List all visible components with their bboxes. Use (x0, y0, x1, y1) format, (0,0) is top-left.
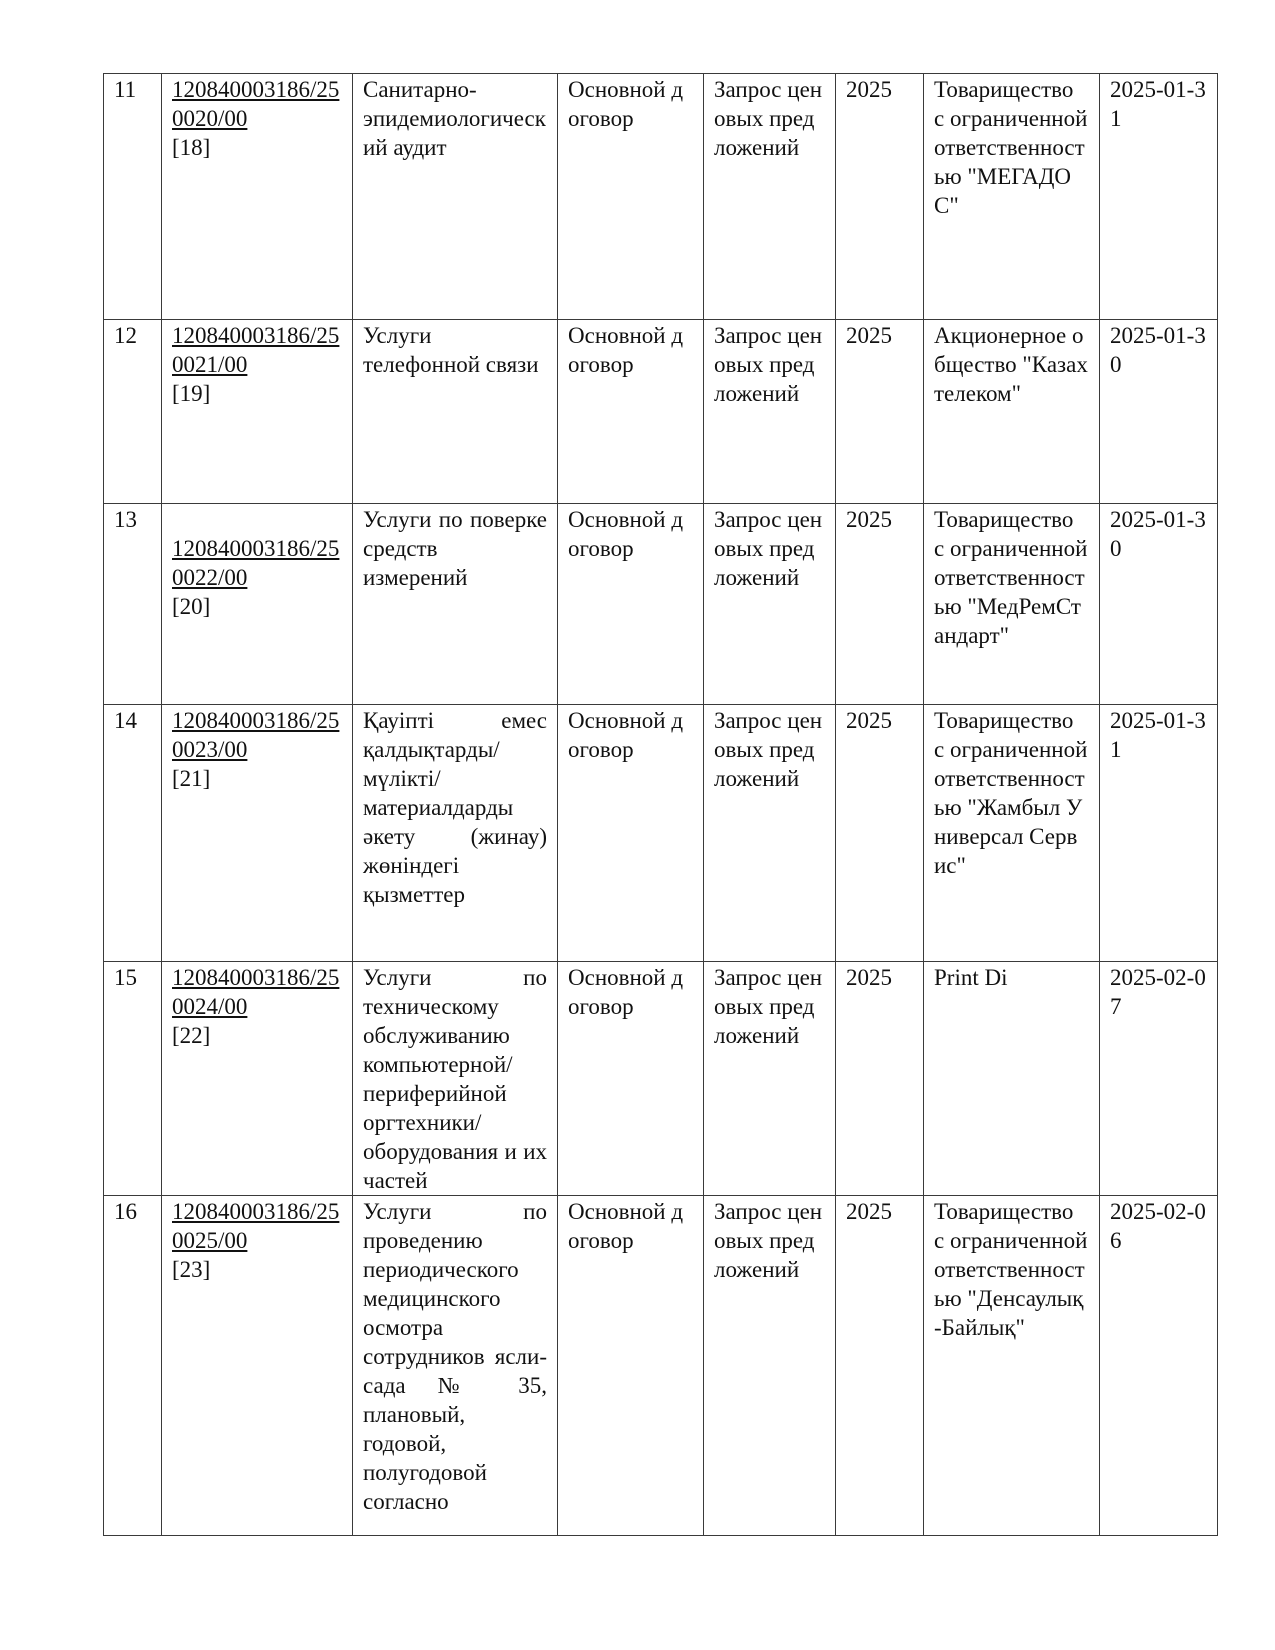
contract-id-link[interactable]: 120840003186/250022/00 (172, 536, 340, 590)
contract-type-cell: Основной договор (558, 320, 704, 504)
reference-marker: [20] (172, 594, 211, 619)
table-row (104, 74, 1218, 320)
table-body (104, 74, 1218, 1536)
description-cell: Қауіпті емес қалдықтарды/мүлікті/материалдарды әкету (жинау) жөніндегі қызметтер (353, 705, 558, 962)
supplier-cell: Товарищество с ограниченной ответственностью "Жамбыл Универсал Сервис" (924, 705, 1100, 962)
row-number: 11 (104, 74, 162, 320)
description-cell: Услуги по техническому обслуживанию компьютерной/периферийной оргтехники/оборудования и их частей (353, 962, 558, 1196)
reference-marker: [21] (172, 766, 211, 791)
reference-marker: [18] (172, 135, 211, 160)
year-cell: 2025 (836, 1196, 924, 1536)
procurement-method-cell: Запрос ценовых предложений (704, 74, 836, 320)
table-row (104, 320, 1218, 504)
year-cell: 2025 (836, 962, 924, 1196)
supplier-cell: Print Di (924, 962, 1100, 1196)
description-cell: Услуги по проведению периодического медицинского осмотра сотрудников ясли-сада № 35, плановый, годовой, полугодовой согласно (353, 1196, 558, 1536)
contract-type-cell: Основной договор (558, 1196, 704, 1536)
contract-type-cell: Основной договор (558, 504, 704, 705)
date-cell: 2025-01-31 (1100, 74, 1218, 320)
procurement-method-cell: Запрос ценовых предложений (704, 320, 836, 504)
reference-marker: [23] (172, 1257, 211, 1282)
contract-id-link[interactable]: 120840003186/250021/00 (172, 323, 340, 377)
contract-type-cell: Основной договор (558, 705, 704, 962)
procurement-method-cell: Запрос ценовых предложений (704, 504, 836, 705)
description-cell: Услуги по поверке средств измерений (353, 504, 558, 705)
row-number: 12 (104, 320, 162, 504)
contract-id-cell (162, 320, 353, 504)
contract-type-cell: Основной договор (558, 74, 704, 320)
date-cell: 2025-01-30 (1100, 504, 1218, 705)
year-cell: 2025 (836, 320, 924, 504)
procurement-method-cell: Запрос ценовых предложений (704, 705, 836, 962)
contract-id-cell (162, 504, 353, 705)
contract-type-cell: Основной договор (558, 962, 704, 1196)
contract-id-link[interactable]: 120840003186/250020/00 (172, 77, 340, 131)
supplier-cell: Акционерное общество "Казахтелеком" (924, 320, 1100, 504)
date-cell: 2025-01-30 (1100, 320, 1218, 504)
year-cell: 2025 (836, 74, 924, 320)
reference-marker: [22] (172, 1023, 211, 1048)
procurement-method-cell: Запрос ценовых предложений (704, 1196, 836, 1536)
reference-marker: [19] (172, 381, 211, 406)
contract-id-cell (162, 74, 353, 320)
table-row (104, 705, 1218, 962)
contract-id-cell (162, 962, 353, 1196)
contracts-table (103, 73, 1218, 1536)
description-cell: Услуги телефонной связи (353, 320, 558, 504)
procurement-method-cell: Запрос ценовых предложений (704, 962, 836, 1196)
date-cell: 2025-02-07 (1100, 962, 1218, 1196)
supplier-cell: Товарищество с ограниченной ответственностью "Денсаулық-Байлық" (924, 1196, 1100, 1536)
date-cell: 2025-02-06 (1100, 1196, 1218, 1536)
row-number: 15 (104, 962, 162, 1196)
date-cell: 2025-01-31 (1100, 705, 1218, 962)
contract-id-link[interactable]: 120840003186/250025/00 (172, 1199, 340, 1253)
year-cell: 2025 (836, 504, 924, 705)
contract-id-link[interactable]: 120840003186/250024/00 (172, 965, 340, 1019)
contract-id-link[interactable]: 120840003186/250023/00 (172, 708, 340, 762)
row-number: 13 (104, 504, 162, 705)
supplier-cell: Товарищество с ограниченной ответственностью "МЕГАДОС" (924, 74, 1100, 320)
row-number: 14 (104, 705, 162, 962)
table-row (104, 962, 1218, 1196)
year-cell: 2025 (836, 705, 924, 962)
row-number: 16 (104, 1196, 162, 1536)
contract-id-cell (162, 1196, 353, 1536)
contract-id-cell (162, 705, 353, 962)
description-cell: Санитарно-эпидемиологический аудит (353, 74, 558, 320)
supplier-cell: Товарищество с ограниченной ответственностью "МедРемСтандарт" (924, 504, 1100, 705)
table-row (104, 1196, 1218, 1536)
table-row (104, 504, 1218, 705)
